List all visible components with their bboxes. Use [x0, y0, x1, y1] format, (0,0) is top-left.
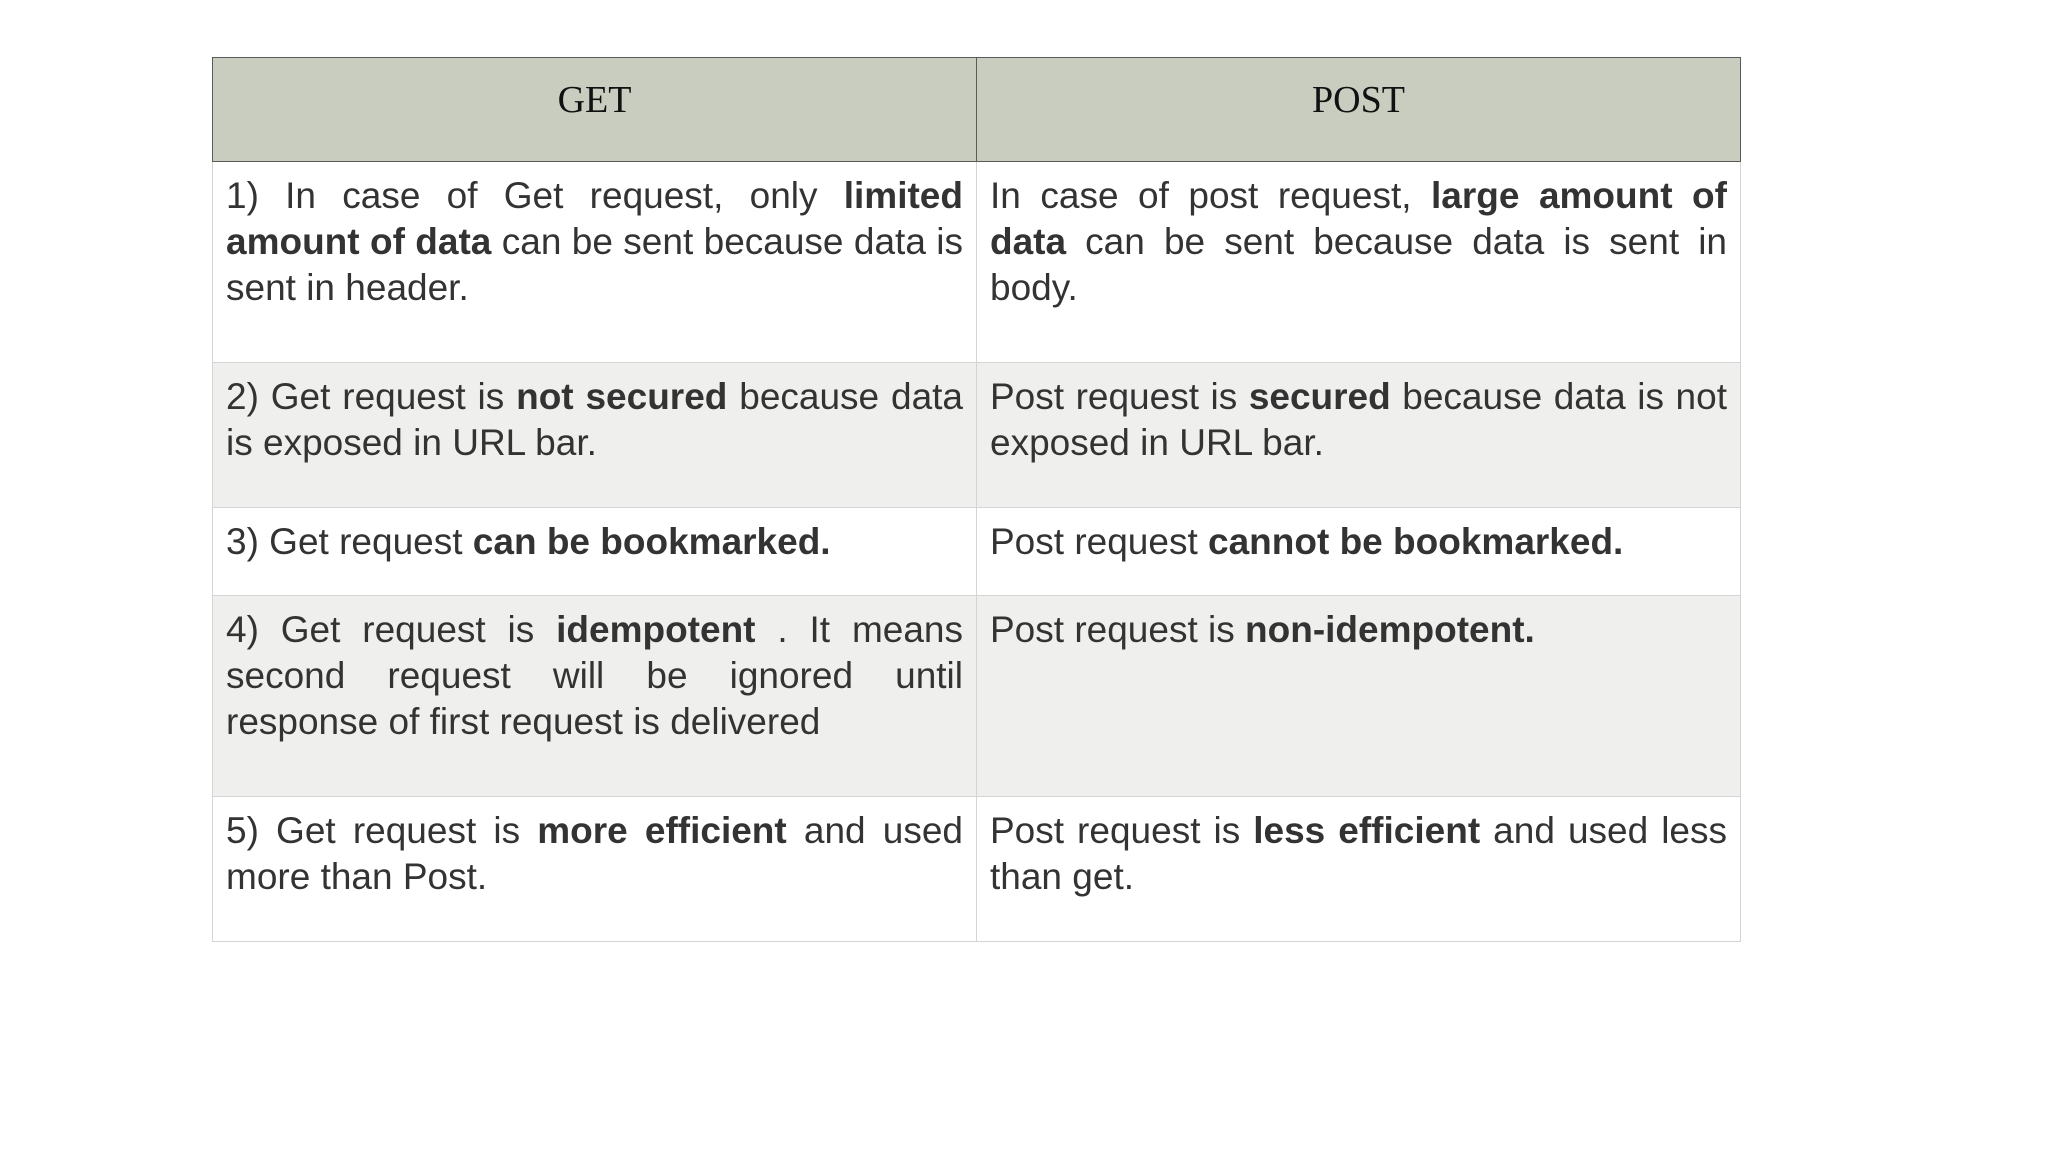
table-row [213, 797, 1741, 942]
cell-text: Post request is [990, 609, 1246, 650]
get-vs-post-table [212, 57, 1741, 942]
get-cell [213, 363, 977, 508]
header-row [213, 58, 1741, 162]
cell-text: can be sent because data is sent in body. [990, 221, 1727, 308]
cell-text: can be sent because data is sent in header. [226, 221, 963, 308]
cell-text: In case of post request, [990, 175, 1432, 216]
get-cell [213, 508, 977, 596]
table-row [213, 596, 1741, 797]
post-cell [977, 162, 1741, 363]
cell-emphasis: less efficient [1253, 810, 1481, 851]
cell-emphasis: secured [1248, 376, 1391, 417]
cell-text: 1) In case of Get request, only [226, 175, 844, 216]
cell-text: because data is not exposed in URL bar. [990, 376, 1727, 463]
table-row [213, 363, 1741, 508]
cell-text: Post request is [990, 810, 1254, 851]
post-cell [977, 797, 1741, 942]
post-cell [977, 508, 1741, 596]
cell-text: Post request [990, 521, 1209, 562]
table-row [213, 508, 1741, 596]
cell-emphasis: limited amount of data [226, 175, 963, 262]
cell-text: 5) Get request is [226, 810, 538, 851]
cell-emphasis: not secured [516, 376, 728, 417]
cell-emphasis: more efficient [537, 810, 787, 851]
cell-text: 4) Get request is [226, 609, 557, 650]
get-cell [213, 162, 977, 363]
get-cell [213, 596, 977, 797]
cell-emphasis: large amount of data [990, 175, 1727, 262]
header-post: POST [977, 58, 1741, 162]
cell-text: Post request is [990, 376, 1249, 417]
cell-emphasis: cannot be bookmarked. [1208, 521, 1624, 562]
header-get: GET [213, 58, 977, 162]
cell-text: and used more than Post. [226, 810, 963, 897]
post-cell [977, 596, 1741, 797]
cell-text: . It means second request will be ignored until response of first request is delivered [226, 609, 963, 742]
cell-text: and used less than get. [990, 810, 1727, 897]
cell-emphasis: idempotent [556, 609, 756, 650]
cell-text: 3) Get request [226, 521, 473, 562]
cell-emphasis: non-idempotent. [1245, 609, 1535, 650]
post-cell [977, 363, 1741, 508]
cell-emphasis: can be bookmarked. [472, 521, 831, 562]
cell-text: because data is exposed in URL bar. [226, 376, 963, 463]
get-cell [213, 797, 977, 942]
cell-text: 2) Get request is [226, 376, 517, 417]
table-row [213, 162, 1741, 363]
